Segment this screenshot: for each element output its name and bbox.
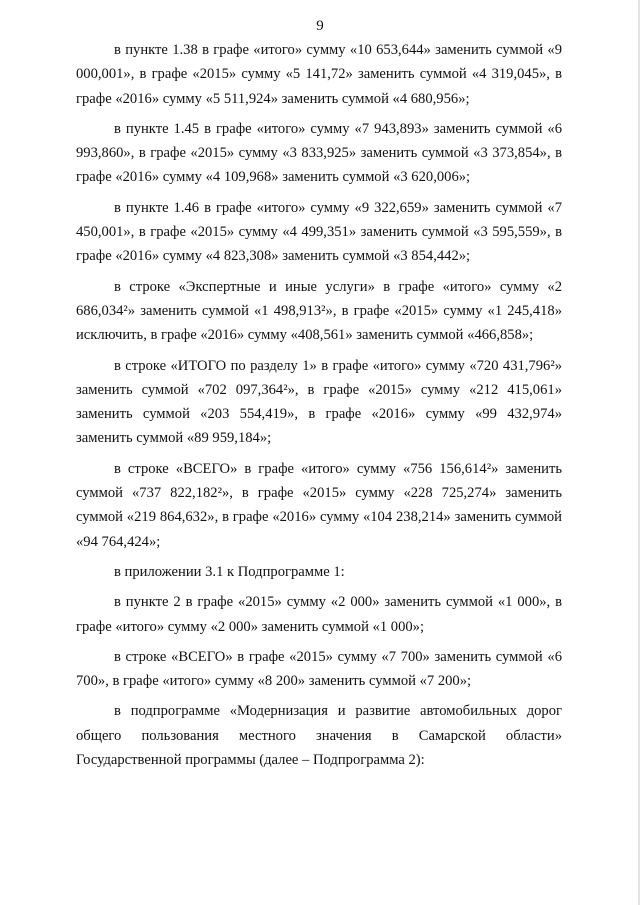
paragraph-4: в строке «Экспертные и иные услуги» в графе «итого» сумму «2 686,034²» заменить суммой «1 498,913²», в графе «2015» сумму «1 245,418» исключить, в графе «2016» сумму «408,561» заменить суммой «466,858»; <box>76 278 562 344</box>
paragraph-5: в строке «ИТОГО по разделу 1» в графе «итого» сумму «720 431,796²» заменить суммой «702 097,364²», в графе «2015» сумму «212 415,061» заменить суммой «203 554,419», в графе «2016» сумму «99 432,974» заменить суммой «89 959,184»; <box>76 357 562 447</box>
paragraph-3: в пункте 1.46 в графе «итого» сумму «9 322,659» заменить суммой «7 450,001», в графе «2015» сумму «4 499,351» заменить суммой «3 595,559», в графе «2016» сумму «4 823,308» заменить суммой «3 854,442»; <box>76 199 562 265</box>
paragraph-9: в строке «ВСЕГО» в графе «2015» сумму «7 700» заменить суммой «6 700», в графе «итого» сумму «8 200» заменить суммой «7 200»; <box>76 648 562 690</box>
paragraph-6: в строке «ВСЕГО» в графе «итого» сумму «756 156,614²» заменить суммой «737 822,182²», в графе «2015» сумму «228 725,274» заменить суммой «219 864,632», в графе «2016» сумму «104 238,214» заменить суммой «94 764,424»; <box>76 460 562 550</box>
paragraph-1: в пункте 1.38 в графе «итого» сумму «10 653,644» заменить суммой «9 000,001», в графе «2015» сумму «5 141,72» заменить суммой «4 319,045», в графе «2016» сумму «5 511,924» заменить суммой «4 680,956»; <box>76 42 562 107</box>
paragraph-7: в приложении 3.1 к Подпрограмме 1: <box>114 563 345 580</box>
page-number: 9 <box>316 18 324 34</box>
paragraph-2: в пункте 1.45 в графе «итого» сумму «7 943,893» заменить суммой «6 993,860», в графе «2015» сумму «3 833,925» заменить суммой «3 373,854», в графе «2016» сумму «4 109,968» заменить суммой «3 620,006»; <box>76 120 562 186</box>
paragraph-8: в пункте 2 в графе «2015» сумму «2 000» заменить суммой «1 000», в графе «итого» сумму «2 000» заменить суммой «1 000»; <box>76 594 562 635</box>
paragraph-10: в подпрограмме «Модернизация и развитие автомобильных дорог общего пользования местного значения в Самарской области» Государственной программы (далее – Подпрограмма 2): <box>76 703 562 769</box>
document-body <box>76 38 562 778</box>
